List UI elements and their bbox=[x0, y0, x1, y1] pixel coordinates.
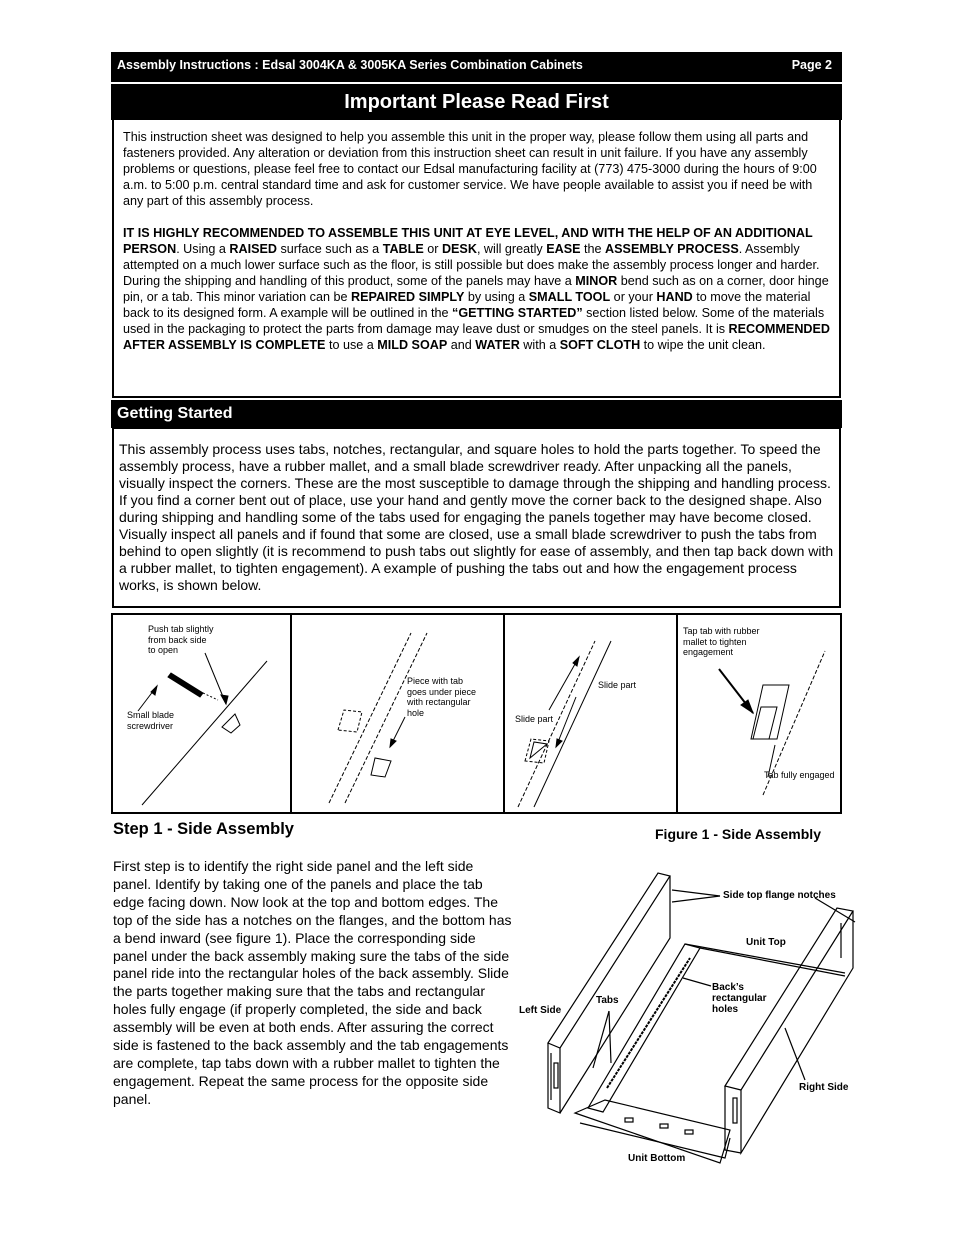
getting-started-box bbox=[112, 427, 841, 608]
screwdriver-line: Small blade bbox=[127, 710, 175, 720]
tab-engaged-label: Tab fully engaged bbox=[764, 770, 835, 780]
important-para-2-segment: EASE bbox=[546, 242, 581, 256]
tap-tab-line: Tap tab with rubber bbox=[683, 626, 760, 636]
important-para-2-segment: REPAIRED SIMPLY bbox=[350, 290, 465, 304]
piece-with-tab-label bbox=[407, 676, 476, 718]
tap-tab-line: mallet to tighten bbox=[683, 636, 747, 647]
important-title: Important Please Read First bbox=[111, 84, 842, 120]
important-para-2-segment: to wipe the unit clean. bbox=[640, 338, 766, 352]
important-para-2-segment: TABLE bbox=[382, 242, 424, 256]
getting-started-title: Getting Started bbox=[111, 400, 842, 428]
important-para-2-segment: and bbox=[447, 338, 476, 352]
important-para-2-segment: ASSEMBLY PROCESS bbox=[605, 242, 739, 256]
important-para-2-segment: surface such as a bbox=[276, 242, 383, 256]
figure1-caption: Figure 1 - Side Assembly bbox=[655, 826, 821, 842]
screwdriver-line: screwdriver bbox=[127, 720, 174, 731]
important-para-2-segment: SOFT CLOTH bbox=[559, 338, 641, 352]
getting-started-body: This assembly process uses tabs, notches, rectangular, and square holes to hold the parts together. To speed the assembly process, have a rubber mallet, and a small blade screwdriver ready. After unpacking all the panels, visually inspect the corners. These are the most susceptible to damage through the shipping and handling process. If you find a corner bent out of place, use your hand and gently move the corner back to the designed shape. Also during shipping and handling some of the tabs used for engaging the panels together may have become closed. Visually inspect all panels and if found that some are closed, use a small blade screwdriver to push the tabs from behind to open slightly (it is recommend to push tabs out slightly for ease of assembly, and then tap back down with a rubber mallet, to tighten engagement). A example of pushing the tabs out and how the engagement process works, is shown below. bbox=[119, 441, 834, 593]
page-number: Page 2 bbox=[791, 58, 832, 72]
important-para-2-segment: , will greatly bbox=[476, 242, 547, 256]
important-para-2-segment: MILD SOAP bbox=[377, 338, 448, 352]
slide-part-label-b: Slide part bbox=[515, 714, 554, 724]
push-tab-line: Push tab slightly bbox=[148, 624, 214, 634]
backs-holes-line: rectangular bbox=[712, 993, 767, 1004]
side-assembly-drawing bbox=[515, 868, 885, 1183]
piece-line: with rectangular bbox=[407, 697, 471, 707]
important-para-2-segment: RECOMMENDED AFTER ASSEMBLY IS COMPLETE bbox=[123, 322, 830, 352]
push-tab-line: to open bbox=[148, 645, 179, 655]
left-side-label: Left Side bbox=[519, 1005, 562, 1016]
backs-holes-label bbox=[712, 982, 766, 1015]
screwdriver-label bbox=[127, 710, 174, 731]
important-para-2-segment: or your bbox=[610, 290, 657, 304]
tap-tab-label bbox=[683, 626, 760, 658]
slide-part-label-a: Slide part bbox=[598, 680, 637, 690]
important-para-2-segment: bend such as on a corner, door hinge pin, or a tab. This minor variation can be bbox=[123, 274, 829, 304]
important-para-2-segment: by using a bbox=[464, 290, 529, 304]
push-tab-label bbox=[148, 624, 214, 656]
tabs-label: Tabs bbox=[596, 995, 619, 1006]
header-title: Assembly Instructions : Edsal 3004KA & 3005KA Series Combination Cabinets bbox=[117, 58, 583, 72]
unit-bottom-label: Unit Bottom bbox=[628, 1153, 686, 1164]
backs-holes-line: Back’s bbox=[712, 982, 744, 993]
important-para-2-segment: WATER bbox=[475, 338, 520, 352]
important-para-2-segment: . Using a bbox=[176, 242, 230, 256]
important-para-2-segment: “GETTING STARTED” bbox=[452, 306, 583, 320]
important-para-2 bbox=[123, 225, 831, 353]
tap-tab-line: engagement bbox=[683, 647, 734, 657]
important-para-2-segment: . Assembly attempted on a much lower surface such as the floor, is still possible but does make the assembly process longer and harder. During the shipping and handling of this product, some of the panels may have a bbox=[123, 242, 820, 288]
backs-holes-line: holes bbox=[712, 1004, 739, 1015]
step1-heading: Step 1 - Side Assembly bbox=[113, 820, 294, 838]
important-para-2-segment: or bbox=[423, 242, 442, 256]
important-para-2-segment: to move the material back to its designed form. A example will be outlined in the bbox=[123, 290, 811, 320]
important-para-1: This instruction sheet was designed to help you assemble this unit in the proper way, please follow them using all parts and fasteners provided. Any alteration or deviation from this instruction sheet can result in unit failure. If you have any assembly problems or questions, please feel free to contact our Edsal manufacturing facility at (773) 475-3000 during the hours of 9:00 a.m. to 5:00 p.m. central standard time and ask for customer service. We have people available to assist you if need be with any part of this assembly process. bbox=[123, 130, 817, 208]
right-side-label: Right Side bbox=[799, 1082, 849, 1093]
step1-body: First step is to identify the right side panel and the left side panel. Identify by taking one of the panels and place the tab edge facing down. Now look at the top and bottom edges. The top of the side has a notches on the flanges, and the bottom has a bend inward (see figure 1). Place the corresponding side panel under the back assembly making sure the tabs of the side panel ride into the rectangular holes of the back assembly. Slide the parts together making sure that the tabs and rectangular holes fully engage (if properly completed, the side and back assembly will be even at both ends. After assuring the correct side is fastened to the back assembly and the tab engagements are complete, tap tabs down with a rubber mallet to tighten the engagement. Repeat the same process for the opposite side panel. bbox=[113, 858, 512, 1107]
important-para-2-segment: with a bbox=[519, 338, 560, 352]
notches-label: Side top flange notches bbox=[723, 890, 836, 901]
piece-line: hole bbox=[407, 707, 425, 718]
important-para-2-segment: MINOR bbox=[575, 274, 618, 288]
important-para-2-segment: to use a bbox=[325, 338, 378, 352]
important-para-2-segment: RAISED bbox=[229, 242, 277, 256]
piece-line: Piece with tab bbox=[407, 676, 464, 686]
important-para-2-segment: SMALL TOOL bbox=[528, 290, 611, 304]
important-box bbox=[112, 118, 841, 398]
tab-engagement-illustration bbox=[111, 613, 842, 814]
unit-top-label: Unit Top bbox=[746, 937, 786, 948]
important-para-2-segment: section listed below. Some of the materials used in the packaging to protect the parts from damage may leave dust or smudges on the steel panels. It is bbox=[123, 306, 825, 336]
page-header bbox=[111, 52, 842, 82]
important-para-2-segment: DESK bbox=[441, 242, 477, 256]
push-tab-line: from back side bbox=[148, 634, 207, 645]
important-para-2-segment: IT IS HIGHLY RECOMMENDED TO ASSEMBLE THIS UNIT AT EYE LEVEL, AND WITH THE HELP OF AN ADDITIONAL PERSON bbox=[123, 226, 813, 256]
important-para-2-segment: the bbox=[580, 242, 606, 256]
important-para-2-segment: HAND bbox=[656, 290, 693, 304]
side-assembly-figure bbox=[515, 868, 885, 1183]
piece-line: goes under piece bbox=[407, 686, 477, 697]
